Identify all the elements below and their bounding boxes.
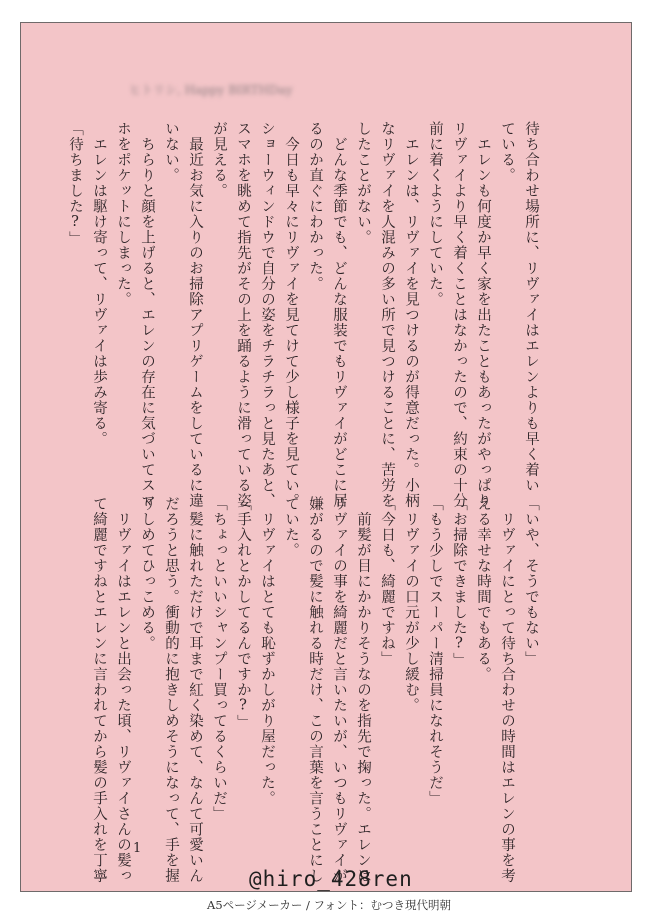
text-line: スマホを眺めて指先がその上を踊るように滑っている姿 — [235, 121, 251, 509]
text-line: ちらりと顔を上げると、エレンの存在に気づいてスマ — [139, 121, 155, 509]
text-line: て綺麗ですねとエレンに言われてから髪の手入れを丁寧 — [91, 496, 107, 884]
text-line: 前に着くようにしていた。 — [427, 121, 443, 307]
text-line: リヴァイの事を綺麗だと言いたいが、いつもリヴァイが — [331, 496, 347, 884]
text-line: 「今日も、綺麗ですね」 — [379, 496, 395, 667]
text-line: ている。 — [499, 121, 515, 183]
text-line: 「いや、そうでもない」 — [523, 496, 539, 667]
text-line: 髪に触れただけで耳まで紅く染めて、なんて可愛いん — [187, 496, 203, 884]
text-line: 「もう少しでスーパー清掃員になれそうだ」 — [427, 496, 443, 806]
text-line: 「お掃除できました?」 — [451, 496, 467, 668]
text-line: リヴァイより早く着くことはなかったので、約束の十分 — [451, 121, 467, 509]
text-line: したことがない。 — [355, 121, 371, 245]
text-line: 待ち合わせ場所に、リヴァイはエレンよりも早く着い — [523, 121, 539, 493]
page-number: 1 — [133, 841, 142, 856]
author-handle: @hiro_428ren — [249, 867, 413, 891]
text-line: ホをポケットにしまった。 — [115, 121, 131, 307]
upper-text-block — [63, 121, 543, 509]
text-line: 「ちょっといいシャンプー買ってるくらいだ」 — [211, 496, 227, 822]
footer-credit: A5ページメーカー / フォント：むつき現代明朝 — [207, 898, 451, 912]
text-line: リヴァイはエレンと出会った頃、リヴァイさんの髪っ — [115, 496, 131, 884]
text-line: いない。 — [163, 121, 179, 183]
manuscript-page — [20, 22, 632, 892]
text-line: エレンも何度か早く家を出たこともあったがやっぱり — [475, 121, 491, 509]
text-line: だろうと思う。衝動的に抱きしめそうになって、手を握 — [163, 496, 179, 884]
text-line: リヴァイにとって待ち合わせの時間はエレンの事を考 — [499, 496, 515, 884]
text-line: なリヴァイを人混みの多い所で見つけることに、苦労を — [379, 121, 395, 509]
text-line: 最近お気に入りのお掃除アプリゲームをしているに違 — [187, 121, 203, 509]
text-line: リヴァイの口元が少し緩む。 — [403, 496, 419, 713]
text-line: ていた。 — [283, 496, 299, 558]
text-line: える幸せな時間でもある。 — [475, 496, 491, 682]
text-line: リヴァイはとても恥ずかしがり屋だった。 — [259, 496, 275, 806]
text-line: るのか直ぐにわかった。 — [307, 121, 323, 292]
text-line: 今日も早々にリヴァイを見てけて少し様子を見てい。 — [283, 121, 299, 509]
text-line: 前髪が目にかかりそうなのを指先で掬った。エレンは — [355, 496, 371, 884]
text-line: ショーウィンドウで自分の姿をチラチラっと見たあと、 — [259, 121, 275, 509]
blurred-header-title: ヒトリシ, Happy BIRTHDay — [129, 83, 293, 97]
text-line: が見える。 — [211, 121, 227, 199]
text-line: エレンは、リヴァイを見つけるのが得意だった。小柄 — [403, 121, 419, 509]
text-line: 嫌がるので髪に触れる時だけ、この言葉を言うことにし — [307, 496, 323, 884]
text-line: 「待ちました?」 — [67, 121, 83, 247]
text-line: エレンは駆け寄って、リヴァイは歩み寄る。 — [91, 121, 107, 447]
text-line: 「手入れとかしてるんですか?」 — [235, 496, 251, 730]
text-line: どんな季節でも、どんな服装でもリヴァイがどこに居 — [331, 121, 347, 509]
text-line: りしめてひっこめる。 — [139, 496, 155, 651]
